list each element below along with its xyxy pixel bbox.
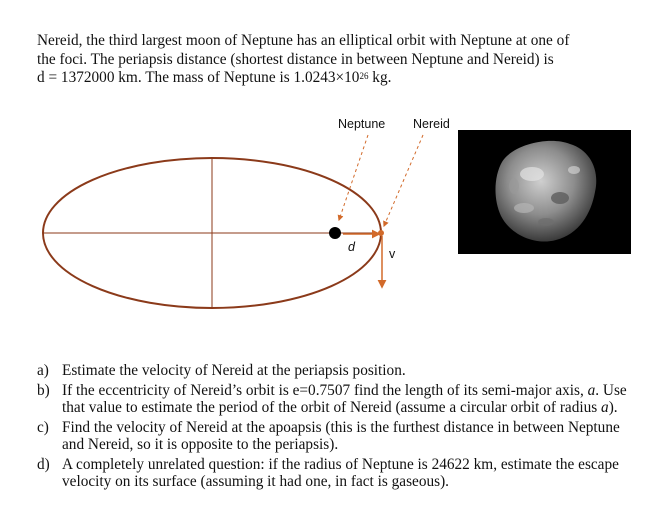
intro-line-1: Nereid, the third largest moon of Neptune has an elliptical orbit with Neptune at one of [37,32,570,49]
label-neptune: Neptune [338,117,386,131]
nereid-photo [458,130,631,254]
neptune-pointer [339,135,368,220]
label-v: v [389,247,396,261]
nereid-dot [378,230,384,236]
question-text-part: Find the velocity of Nereid at the apoapsis (this is the furthest distance in between Neptune and Nereid, so it is opposite to the periapsis). [62,418,620,453]
question-text-part: . Use that value to estimate the period of the orbit of Nereid (assume a circular orbit of radius [62,381,627,416]
variable-a: a [601,399,609,416]
nereid-pointer [384,135,423,226]
question-text-part: A completely unrelated question: if the radius of Neptune is 24622 km, estimate the escape velocity on its surface (assuming it had one, in fact is gaseous). [62,455,619,490]
nereid-image [458,130,631,254]
question-item [37,419,637,454]
intro-line-3-text: d = 1372000 km. The mass of Neptune is 1.0243×10 [37,69,360,86]
intro-line-2: the foci. The periapsis distance (shortest distance in between Neptune and Nereid) is [37,50,554,68]
neptune-dot [329,227,341,239]
question-letter: c) [37,418,49,436]
label-d: d [348,240,355,254]
intro-line-3-unit: kg. [368,69,392,86]
question-item [37,362,637,380]
intro-line-3 [37,69,637,88]
question-text [62,456,637,491]
question-letter: d) [37,455,50,473]
exponent: 26 [359,71,369,81]
question-text-part: ). [608,399,618,416]
variable-a: a [587,381,596,399]
question-item [37,382,637,417]
question-text [62,382,637,417]
label-nereid: Nereid [413,117,450,131]
problem-intro [37,32,637,88]
question-letter: a) [37,362,49,379]
question-text [62,419,637,454]
question-text [62,362,637,380]
question-text-part: If the eccentricity of Nereid’s orbit is e=0.7507 find the length of its semi-major axis, [62,381,588,399]
question-item [37,456,637,491]
question-text-part: Estimate the velocity of Nereid at the periapsis position. [62,362,406,379]
question-letter: b) [37,381,50,399]
question-list [37,362,637,493]
